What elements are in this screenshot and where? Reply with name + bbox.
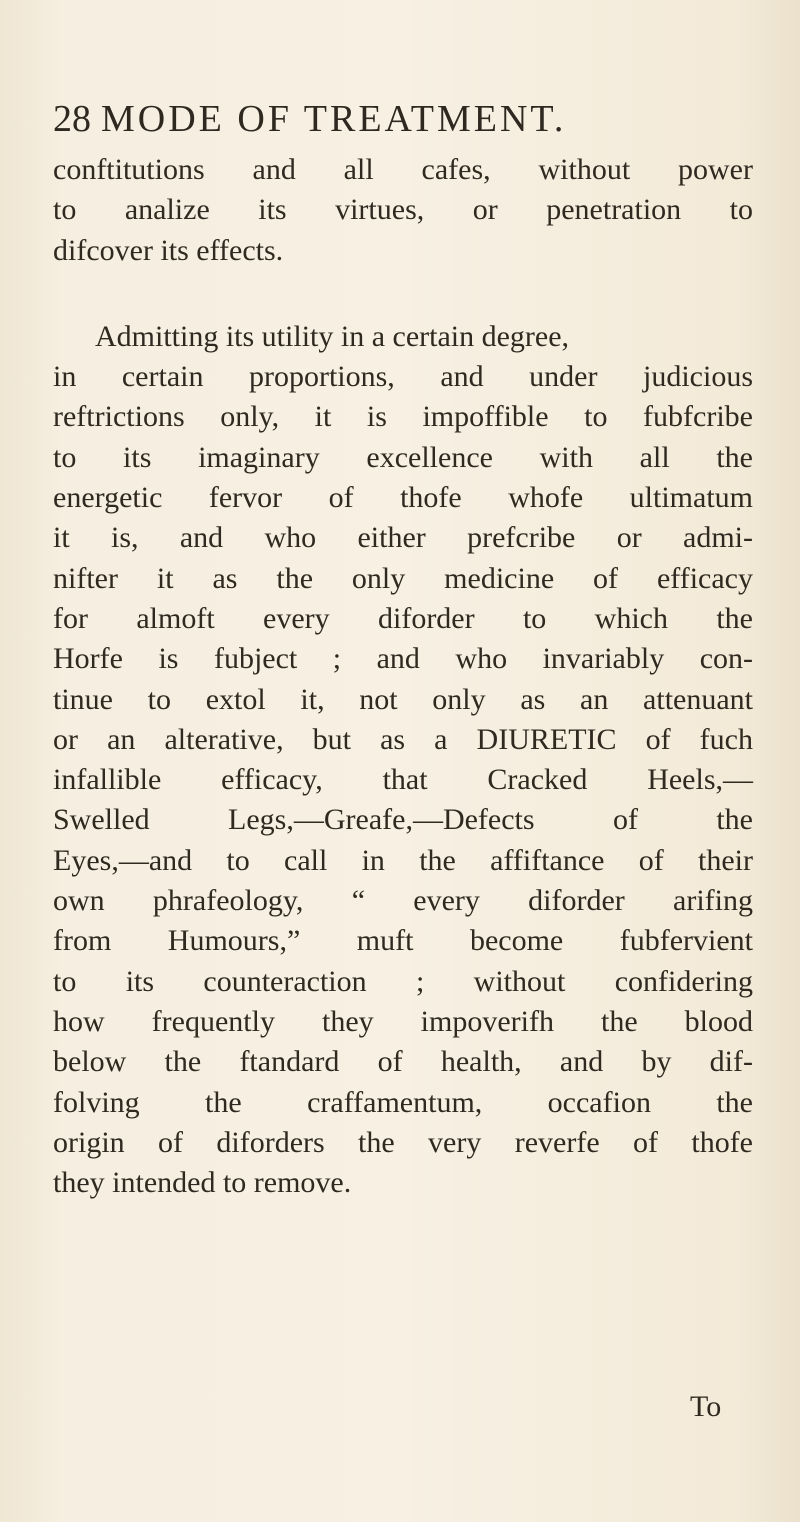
text-line: they intended to remove.: [53, 1166, 352, 1200]
text-line: in certain proportions, and under judicious: [53, 360, 753, 394]
text-line: Eyes,—and to call in the affiftance of their: [53, 843, 753, 877]
running-title: MODE OF TREATMENT.: [101, 98, 567, 140]
text-line: own phrafeology, “ every diforder arifing: [53, 884, 753, 918]
text-line: energetic fervor of thofe whofe ultimatum: [53, 481, 753, 515]
text-line: difcover its effects.: [53, 233, 284, 267]
text-line: origin of diforders the very reverfe of thofe: [53, 1125, 753, 1159]
text-line: below the ftandard of health, and by dif-: [53, 1045, 753, 1079]
catchword: To: [690, 1390, 722, 1423]
text-line: reftrictions only, it is impoffible to fubfcribe: [53, 400, 753, 434]
text-line: infallible efficacy, that Cracked Heels,—: [53, 763, 753, 797]
text-line: to analize its virtues, or penetration to: [53, 193, 753, 227]
page-number: 28: [53, 98, 91, 140]
text-line: Admitting its utility in a certain degree,: [95, 319, 570, 353]
text-line: folving the craffamentum, occafion the: [53, 1085, 753, 1119]
running-head: [53, 96, 753, 142]
text-line: how frequently they impoverifh the blood: [53, 1004, 753, 1038]
text-line: tinue to extol it, not only as an attenuant: [53, 682, 753, 716]
text-line: to its imaginary excellence with all the: [53, 440, 753, 474]
text-line: or an alterative, but as a DIURETIC of fuch: [53, 722, 753, 756]
text-line: for almoft every diforder to which the: [53, 601, 753, 635]
text-line: conftitutions and all cafes, without power: [53, 153, 753, 186]
text-line: from Humours,” muft become fubfervient: [53, 924, 753, 958]
body-text: [53, 150, 753, 1203]
text-line: Horfe is fubject ; and who invariably con-: [53, 642, 753, 676]
paragraph-1: [53, 150, 753, 271]
text-line: to its counteraction ; without confidering: [53, 964, 753, 998]
text-line: it is, and who either prefcribe or admi-: [53, 521, 753, 555]
text-line: nifter it as the only medicine of efficacy: [53, 561, 753, 595]
text-line: Swelled Legs,—Greafe,—Defects of the: [53, 803, 753, 837]
paragraph-2: [53, 317, 753, 1204]
